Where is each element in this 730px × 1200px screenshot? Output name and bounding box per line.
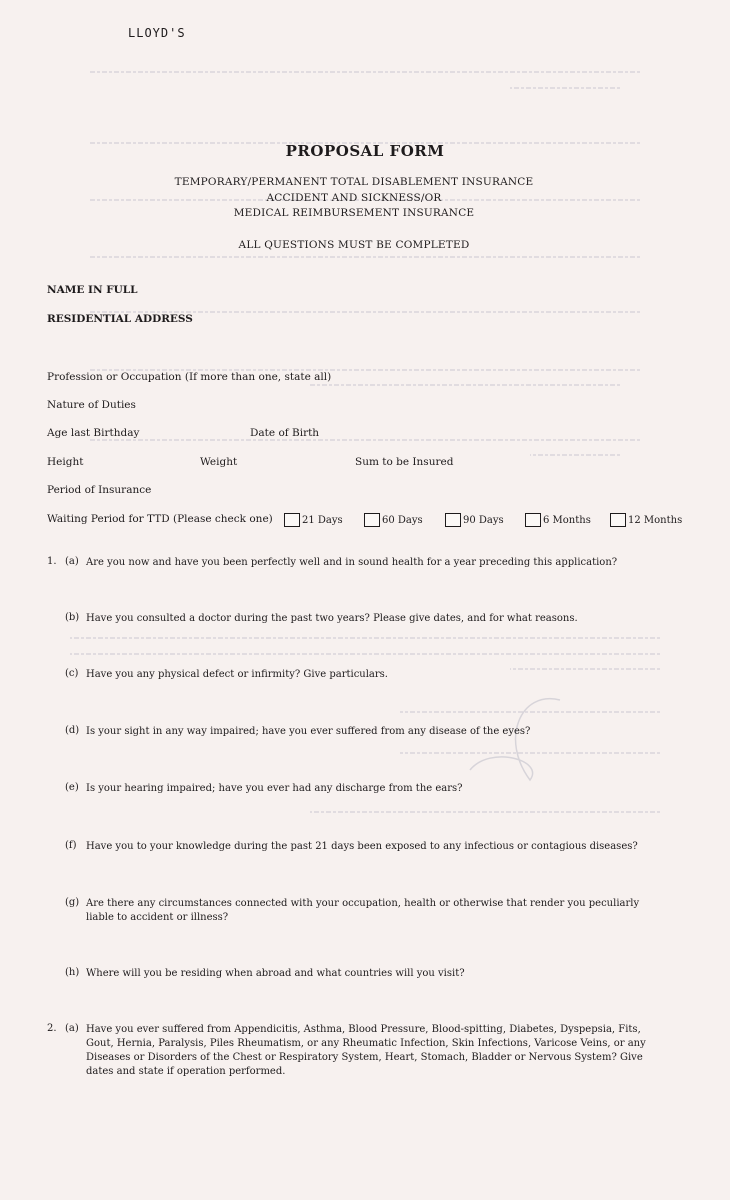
question-1d-text: Is your sight in any way impaired; have you ever suffered from any disease of the eyes? [86,726,531,737]
checkbox-12-months[interactable] [610,513,626,527]
question-1c-letter: (c) [65,668,79,679]
question-2-number: 2. [47,1023,57,1034]
waiting-option-60-days[interactable] [364,513,423,527]
height-label: Height [47,456,84,468]
question-1c-text: Have you any physical defect or infirmity? Give particulars. [86,669,388,680]
form-title: PROPOSAL FORM [285,142,445,160]
date-of-birth-label: Date of Birth [250,427,320,439]
waiting-option-90-days[interactable] [445,513,504,527]
question-1b-text: Have you consulted a doctor during the past two years? Please give dates, and for what reasons. [86,613,578,624]
sum-insured-label: Sum to be Insured [355,456,454,468]
question-1g-letter: (g) [65,897,80,908]
name-in-full-label: NAME IN FULL [47,284,138,296]
question-1d-letter: (d) [65,725,80,736]
question-1f-text: Have you to your knowledge during the past 21 days been exposed to any infectious or contagious diseases? [86,841,638,852]
question-1e-text: Is your hearing impaired; have you ever had any discharge from the ears? [86,783,463,794]
completion-notice: ALL QUESTIONS MUST BE COMPLETED [238,239,470,251]
question-2a-letter: (a) [65,1023,79,1034]
question-1g-text: Are there any circumstances connected with your occupation, health or otherwise that render you peculiarly liable to accident or illness? [86,898,640,923]
period-of-insurance-label: Period of Insurance [47,484,152,496]
question-1a-letter: (a) [65,556,79,567]
waiting-option-label: 90 Days [463,514,504,526]
question-2a-text: Have you ever suffered from Appendicitis, Asthma, Blood Pressure, Blood-spitting, Diabetes, Dyspepsia, Fits, Gout, Hernia, Paralysis, Piles Rheumatism, or any Rheumatic Infection, Skin Infections, Varicose Veins, or any Diseases or Disorders of the Chest or Respiratory System, Heart, Stomach, Bladder or Nervous System? Give dates and state if operation performed. [86,1024,646,1077]
checkbox-90-days[interactable] [445,513,461,527]
subtitle-line-3: MEDICAL REIMBURSEMENT INSURANCE [233,207,475,219]
question-1h-text: Where will you be residing when abroad and what countries will you visit? [86,968,465,979]
waiting-period-label: Waiting Period for TTD (Please check one) [47,513,273,525]
weight-label: Weight [200,456,238,468]
subtitle-line-1: TEMPORARY/PERMANENT TOTAL DISABLEMENT INSURANCE [174,176,534,188]
waiting-option-12-months[interactable] [610,513,682,527]
waiting-option-label: 21 Days [302,514,343,526]
waiting-option-label: 6 Months [543,514,591,526]
question-1e-letter: (e) [65,782,79,793]
question-1f-letter: (f) [65,840,77,851]
insurer-name: LLOYD'S [128,26,186,40]
waiting-option-label: 12 Months [628,514,683,526]
question-1-number: 1. [47,556,57,567]
checkbox-60-days[interactable] [364,513,380,527]
waiting-option-21-days[interactable] [284,513,343,527]
residential-address-label: RESIDENTIAL ADDRESS [47,313,193,325]
question-1a-text: Are you now and have you been perfectly well and in sound health for a year preceding this application? [86,557,618,568]
nature-of-duties-label: Nature of Duties [47,399,136,411]
waiting-option-label: 60 Days [382,514,423,526]
profession-label: Profession or Occupation (If more than one, state all) [47,371,332,383]
subtitle-line-2: ACCIDENT AND SICKNESS/OR [266,192,442,204]
checkbox-6-months[interactable] [525,513,541,527]
waiting-option-6-months[interactable] [525,513,591,527]
checkbox-21-days[interactable] [284,513,300,527]
question-1b-letter: (b) [65,612,80,623]
question-1h-letter: (h) [65,967,80,978]
age-last-birthday-label: Age last Birthday [47,427,140,439]
